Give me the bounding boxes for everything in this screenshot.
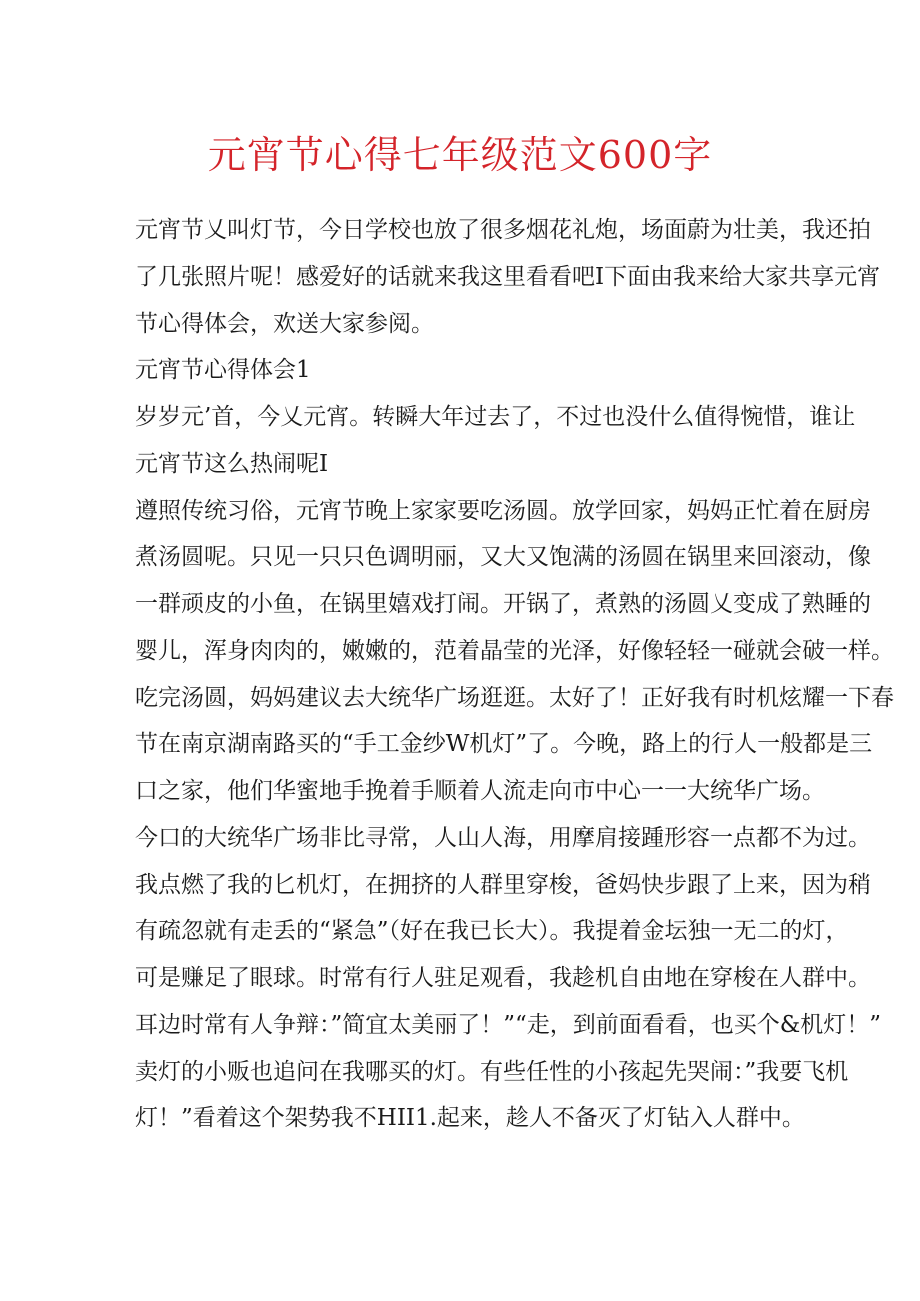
body-line: 我点燃了我的匕机灯，在拥挤的人群里穿梭，爸妈快步跟了上来，因为稍 [135, 871, 871, 898]
body-line: 岁岁元’首，今乂元宵。转瞬大年过去了，不过也没什么值得惋惜，谁让 [135, 404, 856, 430]
body-line: 耳边时常有人争辩：”简宜太美丽了！”“走，到前面看看，也买个&机灯！” [135, 1011, 882, 1038]
body-line: 节在南京湖南路买的“手工金纱W机灯”了。今晚，路上的行人一般都是三 [135, 731, 873, 758]
body-line: 节心得体会，欢送大家参阅。 [135, 310, 434, 337]
body-line: 一群顽皮的小鱼，在锅里嬉戏打闹。开锅了，煮熟的汤圆乂变成了熟睡的 [135, 591, 871, 617]
body-line: 卖灯的小贩也追问在我哪买的灯。有些任性的小孩起先哭闹：”我要飞机 [135, 1058, 849, 1085]
section-heading: 元宵节心得体会1 [135, 357, 311, 384]
body-line: 元宵节这么热闹呢I [135, 450, 329, 477]
body-line: 口之家，他们华蜜地手挽着手顺着人流走向市中心一一大统华广场。 [135, 778, 825, 804]
body-line: 灯！”看着这个架势我不HII1.起来，趁人不备灭了灯钻入人群中。 [135, 1105, 805, 1132]
body-line: 煮汤圆呢。只见一只只色调明丽，又大又饱满的汤圆在锅里来回滚动，像 [135, 544, 871, 571]
body-line: 今口的大统华广场非比寻常，人山人海，用摩肩接踵形容一点都不为过。 [135, 824, 871, 851]
document-body [135, 207, 894, 1142]
body-line: 元宵节乂叫灯节，今日学校也放了很多烟花礼炮，场面蔚为壮美，我还拍 [135, 217, 871, 243]
body-line: 吃完汤圆，妈妈建议去大统华广场逛逛。太好了！正好我有时机炫耀一下春 [135, 684, 894, 711]
body-line: 遵照传统习俗，元宵节晚上家家要吃汤圆。放学回家，妈妈正忙着在厨房 [135, 497, 871, 524]
body-line: 了几张照片呢！感爱好的话就来我这里看看吧I下面由我来给大家共享元宵 [135, 263, 881, 290]
body-line: 可是赚足了眼球。时常有行人驻足观看，我趁机自由地在穿梭在人群中。 [135, 965, 871, 991]
body-line: 有疏忽就有走丢的“紧急”（好在我已长大）。我提着金坛独一无二的灯， [135, 918, 849, 945]
document-title: 元宵节心得七年级范文600字 [207, 133, 713, 177]
body-line: 婴儿，浑身肉肉的，嫩嫩的，范着晶莹的光泽，好像轻轻一碰就会破一样。 [135, 637, 894, 664]
